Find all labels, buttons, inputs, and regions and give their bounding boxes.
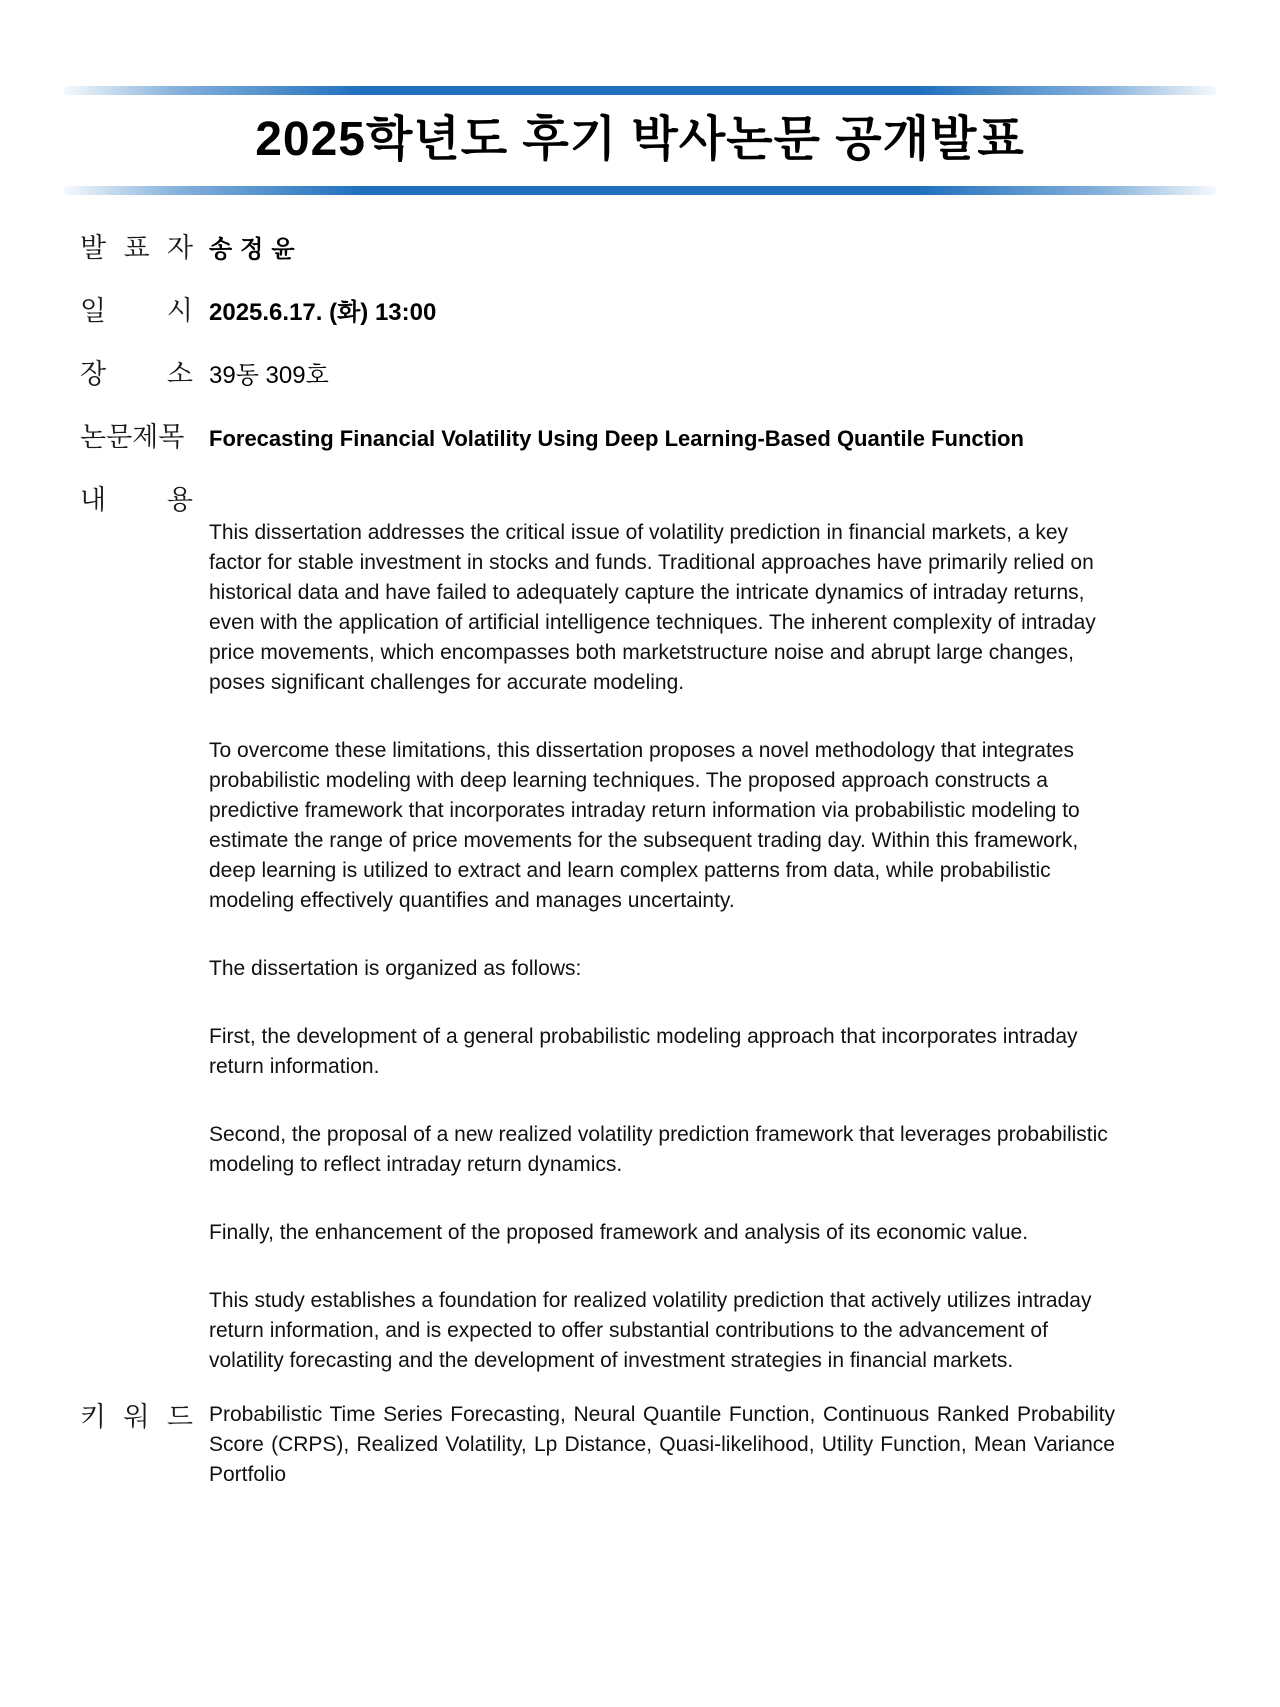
abstract-paragraph: To overcome these limitations, this dissertation proposes a novel methodology that integrates probabilistic modeling with deep learning techniques. The proposed approach constructs a predictive framework that incorporates intraday return information via probabilistic modeling to estimate the range of price movements for the subsequent trading day. Within this framework, deep learning is utilized to extract and learn complex patterns from data, while probabilistic modeling effectively quantifies and manages uncertainty. [209,739,1080,912]
field-row-datetime [80,294,1280,330]
presenter-value: 송정윤 [209,236,303,263]
thesis-title-label: 논문제목 [80,422,185,452]
field-row-presenter [80,231,1280,267]
fields-section [0,231,1280,1490]
abstract-paragraph: This study establishes a foundation for realized volatility prediction that actively utilizes intraday return information, and is expected to offer substantial contributions to the advancement of volatility forecasting and the development of investment strategies in financial markets. [209,1289,1092,1372]
abstract-paragraph: Finally, the enhancement of the proposed framework and analysis of its economic value. [209,1221,1029,1244]
abstract-paragraph: Second, the proposal of a new realized volatility prediction framework that leverages probabilistic modeling to reflect intraday return dynamics. [209,1123,1108,1176]
location-label: 장 소 [80,359,193,389]
datetime-label: 일 시 [80,296,193,326]
presenter-label: 발 표 자 [80,233,193,263]
abstract-body [209,483,1115,1376]
thesis-title-value: Forecasting Financial Volatility Using Deep Learning-Based Quantile Function [209,426,1024,451]
page-title: 2025학년도 후기 박사논문 공개발표 [255,113,1025,166]
field-row-thesis-title [80,420,1280,456]
abstract-paragraph: The dissertation is organized as follows: [209,957,582,980]
field-row-abstract [80,483,1280,1376]
field-row-keywords [80,1400,1280,1490]
abstract-paragraph: First, the development of a general probabilistic modeling approach that incorporates intraday return information. [209,1025,1078,1078]
keywords-label: 키 워 드 [80,1402,193,1432]
field-row-location [80,357,1280,393]
location-value: 39동 309호 [209,362,329,389]
bottom-divider [63,186,1217,195]
abstract-label: 내 용 [80,485,193,515]
top-divider [63,86,1217,95]
keywords-value: Probabilistic Time Series Forecasting, Neural Quantile Function, Continuous Ranked Probability Score (CRPS), Realized Volatility, Lp Distance, Quasi-likelihood, Utility Function, Mean Variance Portfolio [209,1403,1115,1486]
datetime-value: 2025.6.17. (화) 13:00 [209,299,437,326]
abstract-paragraph: This dissertation addresses the critical issue of volatility prediction in financial markets, a key factor for stable investment in stocks and funds. Traditional approaches have primarily relied on historical data and have failed to adequately capture the intricate dynamics of intraday returns, even with the application of artificial intelligence techniques. The inherent complexity of intraday price movements, which encompasses both marketstructure noise and abrupt large changes, poses significant challenges for accurate modeling. [209,521,1096,694]
